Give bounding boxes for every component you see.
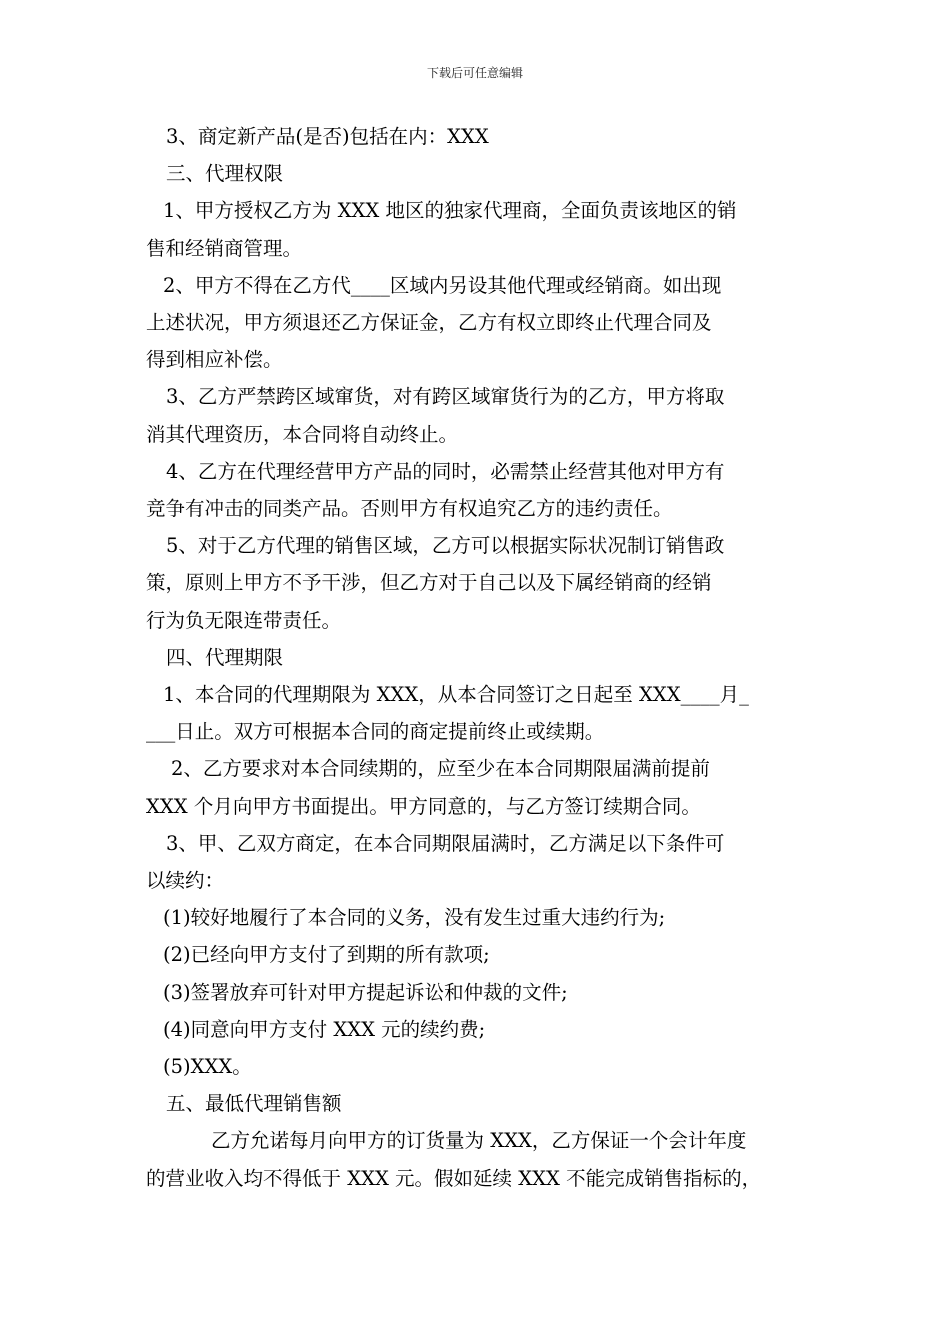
text-line: 1、本合同的代理期限为 XXX，从本合同签订之日起至 XXX____月_ [163,683,749,707]
document-body [146,118,811,1197]
page-header: 下载后可任意编辑 [426,66,523,80]
text-line: 得到相应补偿。 [146,348,283,372]
text-line: 3、商定新产品(是否)包括在内：XXX [166,125,489,148]
text-line: 三、代理权限 [166,162,284,186]
text-line: 行为负无限连带责任。 [146,608,342,632]
text-line: 3、甲、乙双方商定，在本合同期限届满时，乙方满足以下条件可 [166,831,725,855]
text-line: 乙方允诺每月向甲方的订货量为 XXX，乙方保证一个会计年度 [211,1129,747,1153]
text-line: 5、对于乙方代理的销售区域，乙方可以根据实际状况制订销售政 [166,534,725,558]
text-line: 1、甲方授权乙方为 XXX 地区的独家代理商，全面负责该地区的销 [163,199,737,223]
text-line: 2、乙方要求对本合同续期的，应至少在本合同期限届满前提前 [171,757,710,781]
text-line: 五、最低代理销售额 [166,1092,342,1116]
text-line: 四、代理期限 [166,645,284,669]
text-line: 策，原则上甲方不予干涉，但乙方对于自己以及下属经销商的经销 [146,571,712,595]
text-line: 3、乙方严禁跨区域窜货，对有跨区域窜货行为的乙方，甲方将取 [166,385,725,409]
text-line: 4、乙方在代理经营甲方产品的同时，必需禁止经营其他对甲方有 [166,459,725,483]
text-line: XXX 个月向甲方书面提出。甲方同意的，与乙方签订续期合同。 [146,794,701,818]
text-line: 的营业收入均不得低于 XXX 元。假如延续 XXX 不能完成销售指标的， [146,1166,762,1190]
text-line: 消其代理资历，本合同将自动终止。 [146,422,459,446]
text-line: (2)已经向甲方支付了到期的所有款项; [163,943,490,967]
text-line: (1)较好地履行了本合同的义务，没有发生过重大违约行为; [163,906,666,930]
text-line: 以续约： [146,869,225,893]
text-line: (5)XXX。 [163,1055,252,1079]
text-line: 售和经销商管理。 [146,236,303,260]
text-line: 上述状况，甲方须退还乙方保证金，乙方有权立即终止代理合同及 [146,311,712,335]
text-line: ___日止。双方可根据本合同的商定提前终止或续期。 [146,720,605,744]
text-line: (3)签署放弃可针对甲方提起诉讼和仲裁的文件; [163,980,568,1004]
text-line: (4)同意向甲方支付 XXX 元的续约费; [163,1017,486,1041]
text-line: 竞争有冲击的同类产品。否则甲方有权追究乙方的违约责任。 [146,497,673,521]
text-line: 2、甲方不得在乙方代____区域内另设其他代理或经销商。如出现 [163,273,722,297]
